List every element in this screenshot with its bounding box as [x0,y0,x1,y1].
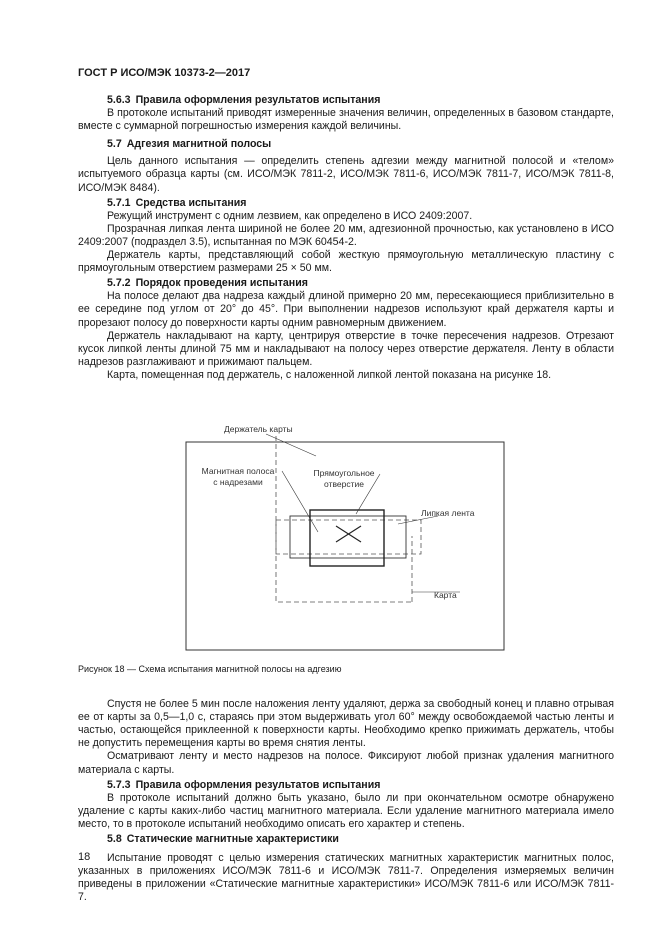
paragraph: Спустя не более 5 мин после наложения ленту удаляют, держа за свободный конец и плавно отрывая ее от карты за 0,5—1,0 с, стараясь при этом выдерживать угол 60° между освобождаемой частью ленты и частью, остающейся приклеенной к поверхности карты. Необходимо крепко прижимать держатель, чтобы не допустить перемещения карты во время снятия ленты. [78,698,614,750]
paragraph: На полосе делают два надреза каждый длиной примерно 20 мм, пересекающиеся приблизительно в ее середине под углом от 20° до 45°. При выполнении надрезов используют край держателя карты и прорезают полосу до поверхности карты одним равномерным движением. [78,290,614,329]
label-magnetic-stripe-1: Магнитная полоса [201,465,275,476]
label-hole-2: отверстие [324,478,364,489]
section-title: Правила оформления результатов испытания [135,778,381,791]
page-number: 18 [78,851,91,863]
section-heading-5-7-3 [107,779,614,792]
paragraph: Режущий инструмент с одним лезвием, как определено в ИСО 2409:2007. [107,209,473,222]
label-tape: Липкая лента [421,507,475,518]
paragraph: Прозрачная липкая лента шириной не более 20 мм, адгезионной прочностью, как установлено в ИСО 2409:2007 (подраздел 3.5), испытанная по МЭК 60454-2. [78,222,614,248]
figure-18 [78,396,614,663]
section-heading-5-7-2 [107,277,614,290]
leader-stripe [282,471,318,532]
paragraph: Карта, помещенная под держатель, с наложенной липкой лентой показана на рисунке 18. [107,368,552,381]
magnetic-stripe [276,520,421,554]
section-number: 5.6.3 [107,94,131,106]
section-number: 5.7 [107,138,122,151]
label-hole-1: Прямоугольное [313,467,375,478]
document-body [78,92,614,904]
paragraph: Осматривают ленту и место надрезов на полосе. Фиксируют любой признак удаления магнитного материала с карты. [78,750,614,776]
section-heading-5-8 [107,833,614,846]
adhesive-tape [290,516,406,558]
section-heading-5-7 [107,138,614,151]
label-card-holder: Держатель карты [224,423,293,434]
card-outline [276,436,412,602]
adhesion-test-diagram [78,396,614,663]
section-title: Средства испытания [135,196,247,209]
section-title: Правила оформления результатов испытания [135,94,381,106]
section-number: 5.7.3 [107,778,131,791]
label-magnetic-stripe-2: с надрезами [213,476,263,487]
section-number: 5.8 [107,833,122,845]
figure-caption: Рисунок 18 — Схема испытания магнитной полосы на адгезию [78,663,342,674]
paragraph: В протоколе испытаний приводят измеренные значения величин, определенных в базовом стандарте, вместе с суммарной погрешностью измерения каждой величины. [78,107,614,133]
document-header: ГОСТ Р ИСО/МЭК 10373-2—2017 [78,67,251,79]
section-title: Статические магнитные характеристики [126,833,339,845]
paragraph: Держатель накладывают на карту, центрируя отверстие в точке пересечения надрезов. Отрезают кусок липкой ленты длиной 75 мм и накладывают на полосу через отверстие держателя. Ленту в области надрезов разглаживают и прижимают пальцем. [78,329,614,368]
section-title: Адгезия магнитной полосы [126,138,272,151]
section-title: Порядок проведения испытания [135,277,308,290]
leader-holder [266,434,316,456]
section-number: 5.7.1 [107,196,131,209]
section-number: 5.7.2 [107,277,131,290]
section-heading-5-6-3 [107,94,614,107]
paragraph: Цель данного испытания — определить степень адгезии между магнитной полосой и «телом» испытуемого образца карты (см. ИСО/МЭК 7811-2, ИСО/МЭК 7811-6, ИСО/МЭК 7811-7, ИСО/МЭК 7811-8, ИСО/МЭК 8484). [78,155,614,194]
label-card: Карта [434,589,457,600]
paragraph: В протоколе испытаний должно быть указано, было ли при окончательном осмотре обнаружено удаление с карты каких-либо частиц магнитного материала. Если удаление магнитного материала имело место, то в протоколе испытаний необходимо описать его характер и степень. [78,791,614,830]
section-heading-5-7-1 [107,197,614,210]
paragraph: Испытание проводят с целью измерения статических магнитных характеристик магнитных полос, указанных в приложениях ИСО/МЭК 7811-6 и ИСО/МЭК 7811-7. Определения измеряемых величин приведены в приложении «Статические магнитные характеристики» ИСО/МЭК 7811-6 или ИСО/МЭК 7811-7. [78,852,614,904]
paragraph: Держатель карты, представляющий собой жесткую прямоугольную металлическую пластину с прямоугольным отверстием размерами 25 × 50 мм. [78,249,614,275]
